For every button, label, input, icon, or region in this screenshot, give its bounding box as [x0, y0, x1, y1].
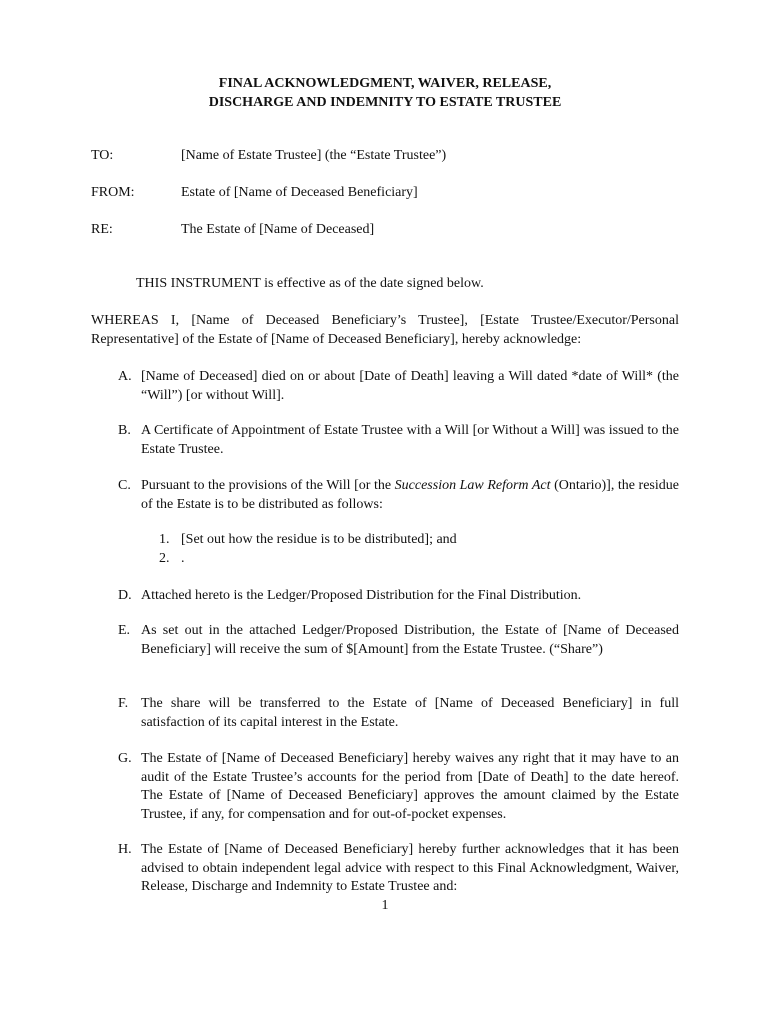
recital-a-mark: A.	[118, 369, 132, 384]
recital-c-act-name: Succession Law Reform Act	[394, 478, 551, 493]
residue-list-text: .	[181, 551, 185, 566]
recital-c-text	[141, 477, 679, 514]
from-row	[91, 184, 691, 204]
title-line-2: DISCHARGE AND INDEMNITY TO ESTATE TRUSTEE	[208, 95, 562, 110]
residue-list-number: 2.	[159, 551, 170, 566]
recital-g-mark: G.	[118, 751, 132, 766]
recital-c	[91, 477, 679, 514]
to-value: [Name of Estate Trustee] (the “Estate Trustee”)	[181, 148, 447, 163]
recital-e-mark: E.	[118, 623, 131, 638]
recital-e-text: As set out in the attached Ledger/Proposed Distribution, the Estate of [Name of Deceased Beneficiary] will receive the sum of $[Amount] from the Estate Trustee. (“Share”)	[141, 623, 679, 657]
recital-f	[91, 695, 679, 732]
recital-a	[91, 368, 679, 405]
recital-b-text: A Certificate of Appointment of Estate Trustee with a Will [or Without a Will] was issued to the Estate Trustee.	[141, 423, 679, 457]
recital-h-mark: H.	[118, 842, 132, 857]
re-value: The Estate of [Name of Deceased]	[181, 222, 375, 237]
to-label: TO:	[91, 148, 114, 163]
recital-g-text: The Estate of [Name of Deceased Beneficiary] hereby waives any right that it may have to an audit of the Estate Trustee’s accounts for the period from [Date of Death] to the date hereof. The Estate of [Name of Deceased Beneficiary] approves the amount claimed by the Estate Trustee, if any, for compensation and for out-of-pocket expenses.	[141, 751, 679, 822]
recital-a-text: [Name of Deceased] died on or about [Date of Death] leaving a Will dated *date of Will* (the “Will”) [or without Will].	[141, 369, 679, 403]
recital-c-text-after: (Ontario)], the residue of the Estate is to be distributed as follows:	[141, 478, 679, 512]
from-label: FROM:	[91, 185, 135, 200]
recital-f-mark: F.	[118, 696, 129, 711]
re-row	[91, 221, 691, 241]
page-number: 1	[381, 898, 389, 913]
recital-f-text: The share will be transferred to the Estate of [Name of Deceased Beneficiary] in full satisfaction of its capital interest in the Estate.	[141, 696, 679, 730]
title-line-1: FINAL ACKNOWLEDGMENT, WAIVER, RELEASE,	[218, 76, 552, 91]
recital-d-text: Attached hereto is the Ledger/Proposed Distribution for the Final Distribution.	[141, 588, 582, 603]
recital-b	[91, 422, 679, 459]
re-label: RE:	[91, 222, 113, 237]
from-value: Estate of [Name of Deceased Beneficiary]	[181, 185, 418, 200]
recital-h	[91, 841, 679, 897]
whereas-paragraph: WHEREAS I, [Name of Deceased Beneficiary’s Trustee], [Estate Trustee/Executor/Personal Representative] of the Estate of [Name of Deceased Beneficiary], hereby acknowledge:	[91, 313, 679, 347]
recital-d	[91, 587, 679, 606]
recital-b-mark: B.	[118, 423, 131, 438]
recital-c-mark: C.	[118, 478, 131, 493]
to-row	[91, 147, 691, 167]
residue-list-text: [Set out how the residue is to be distributed]; and	[181, 532, 457, 547]
recital-d-mark: D.	[118, 588, 132, 603]
residue-list-number: 1.	[159, 532, 170, 547]
recital-e	[91, 622, 679, 659]
document-title	[0, 74, 770, 112]
recital-g	[91, 750, 679, 824]
intro-paragraph: THIS INSTRUMENT is effective as of the date signed below.	[136, 276, 484, 291]
recital-h-text: The Estate of [Name of Deceased Beneficiary] hereby further acknowledges that it has been advised to obtain independent legal advice with respect to this Final Acknowledgment, Waiver, Release, Discharge and Indemnity to Estate Trustee and:	[141, 842, 679, 894]
recital-c-text-before: Pursuant to the provisions of the Will [or the	[141, 478, 395, 493]
